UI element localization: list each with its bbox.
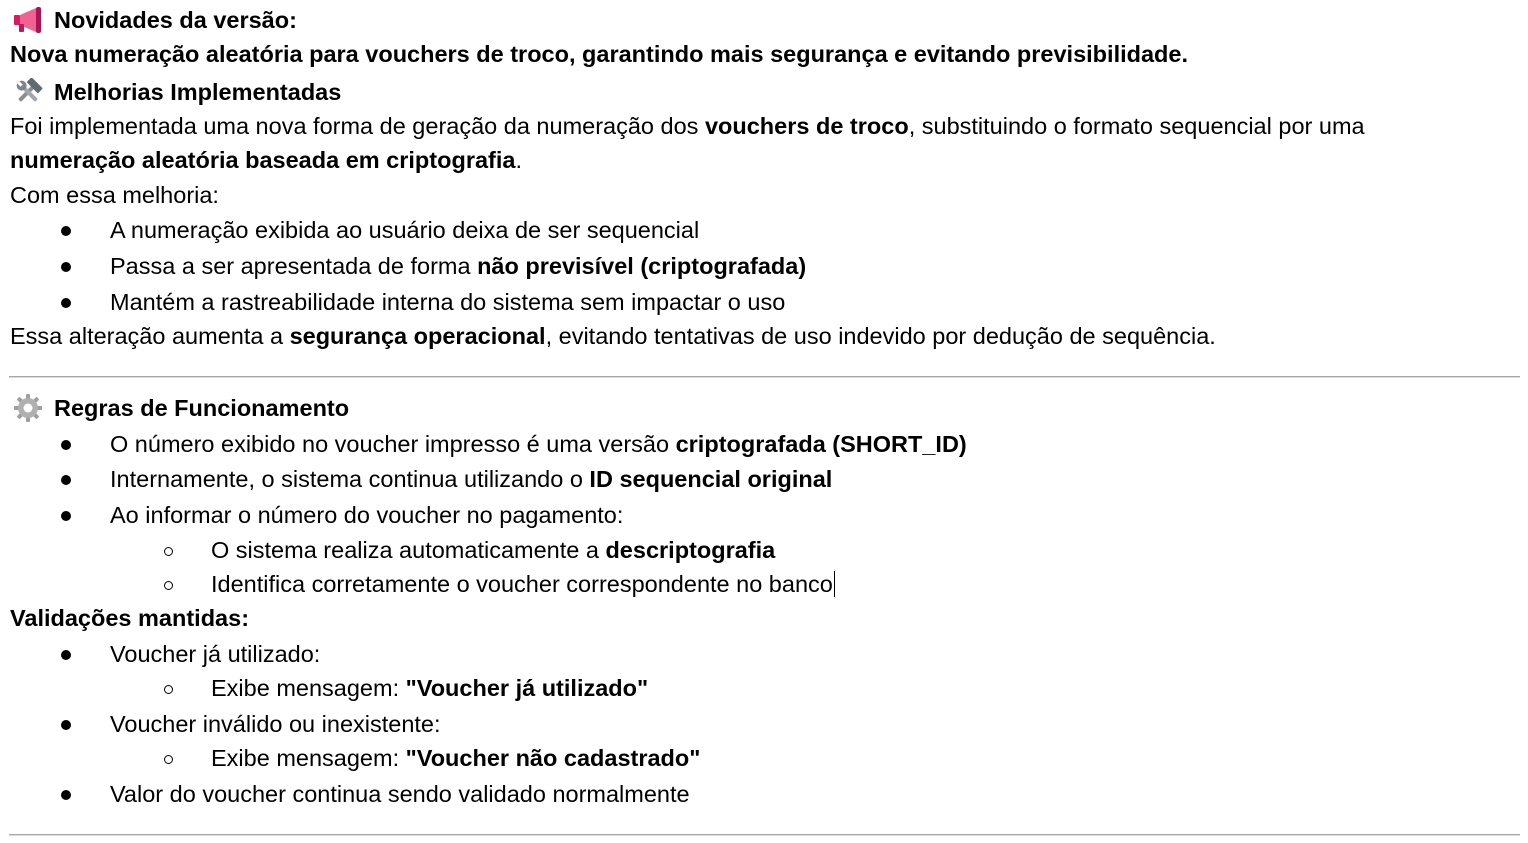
validations-item-1-sub (211, 673, 648, 703)
bullet (61, 226, 71, 236)
release-summary: Nova numeração aleatória para vouchers de troco, garantindo mais segurança e evitando previsibilidade. (10, 41, 1189, 67)
bold-run: vouchers de troco (704, 113, 909, 139)
validations-item-2-sub (211, 743, 700, 773)
text-run: Foi implementada uma nova forma de geração da numeração dos (10, 113, 705, 139)
horizontal-divider (9, 376, 1520, 378)
sub-bullet (164, 581, 173, 590)
bold-run: numeração aleatória baseada em criptografia (10, 147, 516, 173)
bullet (61, 790, 71, 800)
bold-run: ID sequencial original (589, 466, 833, 492)
bold-run: "Voucher já utilizado" (405, 675, 649, 701)
rules-item-3: Ao informar o número do voucher no pagamento: (110, 502, 624, 528)
bold-run: "Voucher não cadastrado" (405, 745, 701, 771)
sub-bullet (164, 755, 173, 764)
improvements-paragraph-line1 (10, 111, 1365, 141)
improvements-bullet-1: A numeração exibida ao usuário deixa de ser sequencial (110, 217, 700, 243)
text-run: Exibe mensagem: (211, 675, 406, 701)
text-run: Internamente, o sistema continua utilizando o (110, 466, 590, 492)
bullet (61, 511, 71, 521)
release-heading: Novidades da versão: (54, 7, 297, 33)
megaphone-icon (12, 6, 44, 34)
sub-bullet (164, 547, 173, 556)
bold-run: descriptografia (605, 537, 776, 563)
rules-item-1 (110, 429, 967, 459)
hammer-wrench-icon (12, 78, 44, 106)
sub-bullet (164, 685, 173, 694)
bullet (61, 298, 71, 308)
improvements-paragraph-line2 (10, 145, 522, 175)
improvements-bullet-3: Mantém a rastreabilidade interna do sistema sem impactar o uso (110, 289, 786, 315)
improvements-closing (10, 321, 1216, 351)
text-run: Essa alteração aumenta a (10, 323, 290, 349)
text-run: . (515, 147, 522, 173)
validations-item-3: Valor do voucher continua sendo validado normalmente (110, 781, 690, 807)
validations-item-1: Voucher já utilizado: (110, 641, 321, 667)
rules-item-3-sub-2[interactable] (211, 569, 835, 599)
text-run: , evitando tentativas de uso indevido por dedução de sequência. (545, 323, 1216, 349)
text-run: , substituindo o formato sequencial por uma (908, 113, 1365, 139)
bullet (61, 650, 71, 660)
bullet (61, 262, 71, 272)
bullet (61, 440, 71, 450)
bullet (61, 720, 71, 730)
validations-heading: Validações mantidas: (10, 605, 250, 631)
validations-item-2: Voucher inválido ou inexistente: (110, 711, 441, 737)
improvements-intro: Com essa melhoria: (10, 182, 219, 208)
text-run: O sistema realiza automaticamente a (211, 537, 606, 563)
text-run: Identifica corretamente o voucher correspondente no banco (211, 571, 833, 597)
bold-run: criptografada (SHORT_ID) (675, 431, 967, 457)
rules-item-2 (110, 464, 832, 494)
bold-run: segurança operacional (289, 323, 546, 349)
rules-item-3-sub-1 (211, 535, 775, 565)
text-run: Passa a ser apresentada de forma (110, 253, 478, 279)
horizontal-divider (9, 834, 1520, 836)
text-run: O número exibido no voucher impresso é uma versão (110, 431, 676, 457)
rules-heading: Regras de Funcionamento (54, 395, 350, 421)
bullet (61, 475, 71, 485)
improvements-bullet-2 (110, 251, 806, 281)
text-run: Exibe mensagem: (211, 745, 406, 771)
bold-run: não previsível (criptografada) (477, 253, 807, 279)
improvements-heading: Melhorias Implementadas (54, 79, 342, 105)
text-cursor (834, 571, 835, 597)
gear-icon (13, 393, 43, 423)
